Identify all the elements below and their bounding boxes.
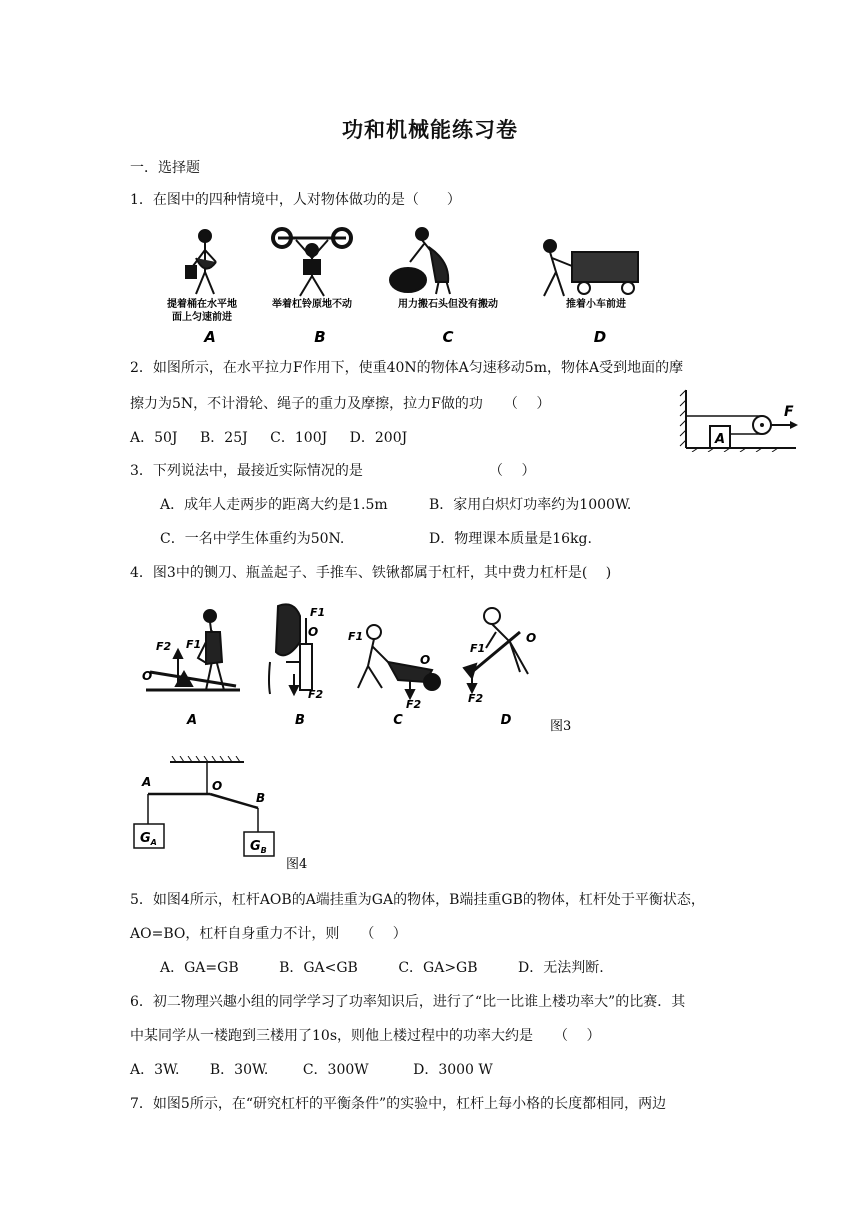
figure-4-point-a: A [142,775,152,789]
figure-3d-label-f1: F1 [470,642,486,655]
page-title: 功和机械能练习卷 [342,117,518,142]
question-3-paren: （ ） [489,463,536,479]
question-6-line1: 6．初二物理兴趣小组的同学学习了功率知识后，进行了“比一比谁上楼功率大”的比赛．其 [130,994,686,1010]
figure-4-lever [132,756,322,870]
figure-1a-person-bucket [186,230,216,294]
question-4-text: 4．图3中的铡刀、瓶盖起子、手推车、铁锹都属于杠杆，其中费力杠杆是( ) [130,565,612,581]
figure-1b-caption: 举着杠铃原地不动 [272,299,352,310]
question-2-option-d: D．200J [349,430,408,446]
figure-3a-letter: A [186,713,198,728]
figure-1d-person-cart [544,240,638,296]
figure-3b-label-o: O [308,625,319,639]
question-2-option-c: C．100J [270,430,328,446]
figure-3a-label-f2: F2 [156,640,172,653]
question-6-option-c: C．300W [302,1062,369,1078]
force-f-label: F [784,404,794,420]
figure-1a-caption-line2: 面上匀速前进 [172,312,232,323]
question-2-option-b: B．25J [200,430,248,446]
figure-4-point-o: O [212,779,223,793]
figure-3a-label-o: O [142,669,153,683]
figure-3-caption: 图3 [550,719,572,734]
figure-3b-opener [269,604,312,694]
figure-1c-letter: C [442,328,454,346]
question-1-text: 1．在图中的四种情境中，人对物体做功的是（ ） [130,192,461,208]
figure-3c-label-f2: F2 [406,698,422,711]
section-heading: 一．选择题 [130,160,200,176]
question-5-option-c: C．GA>GB [398,960,478,976]
question-3-text: 3．下列说法中，最接近实际情况的是 [130,463,363,479]
figure-3b-letter: B [295,713,305,728]
question-6-option-b: B．30W. [209,1062,269,1078]
question-2-line1: 2．如图所示，在水平拉力F作用下，使重40N的物体A匀速移动5m，物体A受到地面的摩 [130,360,684,376]
figure-1d-letter: D [593,328,607,346]
figure-4-caption: 图4 [286,857,308,870]
question-6-line2: 中某同学从一楼跑到三楼用了10s，则他上楼过程中的功率大约是 （ ） [130,1028,601,1044]
question-7-line1: 7．如图5所示，在“研究杠杆的平衡条件”的实验中，杠杆上每小格的长度都相同，两边 [130,1096,667,1112]
figure-3c-letter: C [393,713,403,728]
figure-4-point-b: B [256,791,266,805]
figure-1a-caption-line1: 提着桶在水平地 [167,299,237,310]
figure-1c-person-stone [390,228,450,294]
question-2-options [130,428,407,448]
figure-3b-label-f2: F2 [308,688,324,701]
weight-ga-label: $G_A$ [140,831,157,847]
question-1-figure [160,222,670,346]
figure-3d-label-o: O [526,631,537,645]
question-5-option-a: A．GA=GB [160,960,239,976]
figure-1c-caption: 用力搬石头但没有搬动 [398,299,498,310]
weight-gb-label: $G_B$ [250,839,267,855]
figure-3d-label-f2: F2 [468,692,484,705]
figure-3c-label-o: O [420,653,431,667]
figure-1a-letter: A [204,328,216,346]
figure-3c-label-f1: F1 [348,630,364,643]
question-2-line2: 擦力为5N，不计滑轮、绳子的重力及摩擦，拉力F做的功 （ ） [130,396,551,412]
question-6-option-d: D．3000 W [413,1062,493,1078]
figure-1b-letter: B [314,328,326,346]
figure-3-levers [136,602,606,734]
block-a-label: A [714,432,726,447]
figure-3a-label-f1: F1 [186,638,202,651]
figure-1d-caption: 推着小车前进 [566,299,626,310]
question-5-line1: 5．如图4所示，杠杆AOB的A端挂重为GA的物体，B端挂重GB的物体，杠杆处于平衡状态， [130,892,705,908]
question-5-option-d: D．无法判断. [517,960,604,976]
question-3-option-b: B．家用白炽灯功率约为1000W. [429,497,632,513]
question-6-options [130,1060,493,1080]
figure-3b-label-f1: F1 [310,606,326,619]
question-5-options [160,958,604,978]
figure-3d-letter: D [500,713,512,728]
question-2-pulley-figure [678,386,802,452]
question-3-option-c: C．一名中学生体重约为50N. [160,531,345,547]
question-5-line2: AO=BO，杠杆自身重力不计，则 （ ） [130,926,407,942]
question-5-option-b: B．GA<GB [279,960,358,976]
figure-1b-person-barbell [273,229,351,296]
question-2-option-a: A．50J [130,430,178,446]
question-3-option-a: A．成年人走两步的距离大约是1.5m [160,497,388,513]
question-6-option-a: A．3W. [130,1062,180,1078]
question-3-option-d: D．物理课本质量是16kg. [429,531,592,547]
